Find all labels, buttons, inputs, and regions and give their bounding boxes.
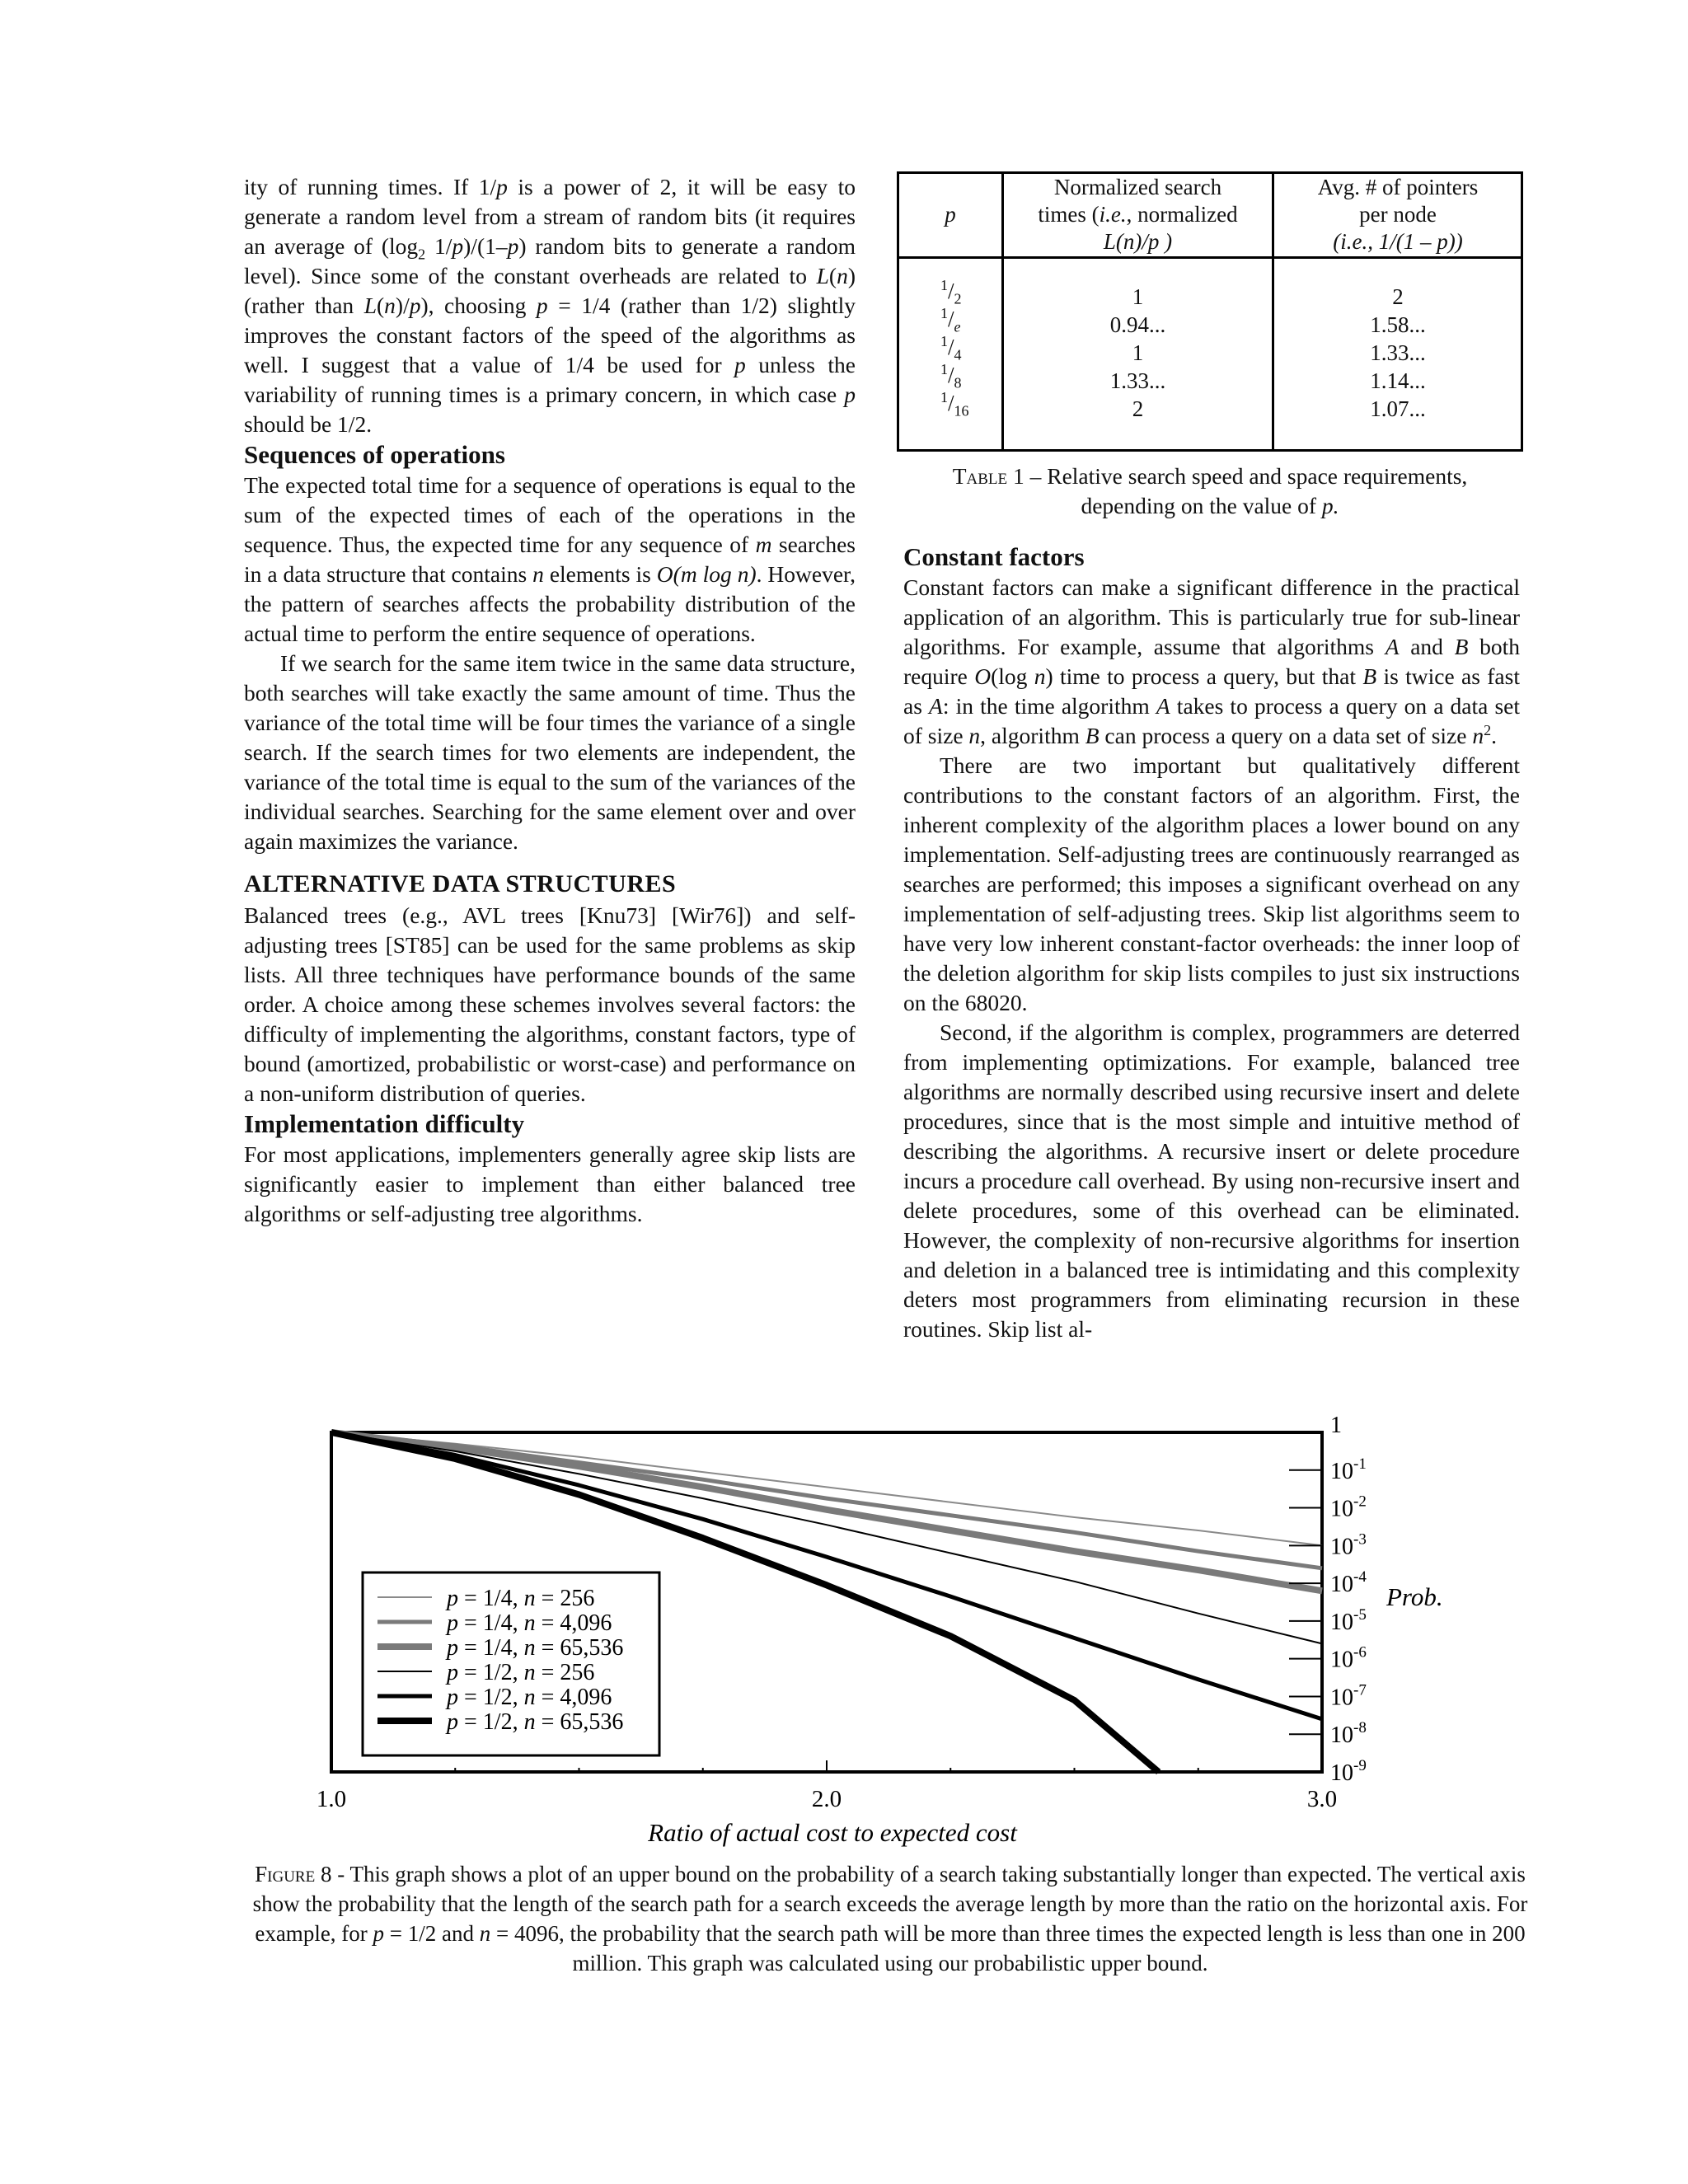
y-tick-label: 1 xyxy=(1330,1413,1342,1438)
table-header-pointers: Avg. # of pointers per node (i.e., 1/(1 – p)) xyxy=(1317,175,1479,254)
table-cell-search: 1 xyxy=(1132,284,1144,309)
table-header-p: p xyxy=(945,202,956,227)
y-tick-label: $10^{-8}$ xyxy=(1330,1719,1367,1749)
legend-label: p = 1/4, n = 256 xyxy=(447,1586,595,1611)
x-axis-label: Ratio of actual cost to expected cost xyxy=(648,1818,1017,1847)
figure-caption: Figure 8 - This graph shows a plot of an upper bound on the probability of a search taking substantially longer than expected. The vertical axis show the probability that the length of the search path for a search exceeds the average length by more than the ratio on the horizontal axis. For example, for p = 1/2 and n = 4096, the probability that the search path will be more than three times the expected length is less than one in 200 million. This graph was calculated using our probabilistic upper bound. xyxy=(252,1862,1528,1975)
table-cell-pointers: 1.33... xyxy=(1370,340,1426,365)
y-tick-label: $10^{-4}$ xyxy=(1330,1568,1367,1598)
x-tick-label: 1.0 xyxy=(316,1786,347,1812)
y-tick-label: $10^{-7}$ xyxy=(1330,1681,1367,1711)
y-tick-label: $10^{-1}$ xyxy=(1330,1455,1367,1484)
heading-sequences: Sequences of operations xyxy=(244,440,505,469)
x-tick-label: 3.0 xyxy=(1306,1786,1338,1812)
legend-label: p = 1/2, n = 4,096 xyxy=(447,1685,612,1710)
y-tick-label: $10^{-9}$ xyxy=(1330,1757,1367,1786)
y-tick-label: $10^{-5}$ xyxy=(1330,1605,1367,1635)
legend-label: p = 1/2, n = 256 xyxy=(447,1660,595,1685)
table-cell-p: $^1/_{16}$ xyxy=(940,389,969,419)
legend-label: p = 1/4, n = 4,096 xyxy=(447,1610,612,1636)
paragraph-constant-factors: Constant factors can make a significant difference in the practical application of an algorithm. This is particularly true for sub-linear algorithms. For example, assume that algorithms A and B both require O(log n) time to process a query, but that B is twice as fast as A: in the time algorithm A takes to process a query on a data set of size n, algorithm B can process a query on a data set of size $n^2$. xyxy=(903,574,1521,748)
paragraph-running-times: ity of running times. If 1/p is a power of 2, it will be easy to generate a random level from a stream of random bits (it requires an average of ($\log_2$ 1/p)/(1–p) random bits to generate a random level). Since some of the constant overheads are related to L(n) (rather than L(n)/p), choosing p = 1/4 (rather than 1/2) slightly improves the constant factors of the speed of the algorithms as well. I suggest that a value of 1/4 be used for p unless the variability of running times is a primary concern, in which case p should be 1/2. xyxy=(244,174,856,437)
legend-label: p = 1/4, n = 65,536 xyxy=(447,1635,624,1661)
table-header-search: Normalized search times (i.e., normalized L(n)/p ) xyxy=(1038,175,1238,254)
table-cell-pointers: 1.07... xyxy=(1370,396,1426,421)
paragraph-second: Second, if the algorithm is complex, programmers are deterred from implementing optimizations. For example, balanced tree algorithms are normally described using recursive insert and delete procedures, since that is the most simple and intuitive method of describing the algorithms. A recursive insert or delete procedure incurs a procedure call overhead. By using non-recursive insert and delete procedures, some of this overhead can be eliminated. However, the complexity of non-recursive algorithms for insertion and deletion in a balanced tree is intimidating and this complexity deters most programmers from eliminating recursion in these routines. Skip list al- xyxy=(903,1019,1520,1342)
table-cell-pointers: 1.14... xyxy=(1370,368,1426,393)
table-cell-search: 1 xyxy=(1132,340,1144,365)
y-tick-label: $10^{-6}$ xyxy=(1330,1643,1367,1673)
paragraph-variance: If we search for the same item twice in the same data structure, both searches will take exactly the same amount of time. Thus the variance of the total time will be four times the variance of a single search. If the search times for two elements are independent, the variance of the total time is equal to the sum of the variances of the individual searches. Searching for the same element over and over again maximizes the variance. xyxy=(244,650,856,854)
table-caption: Table 1 – Relative search speed and space requirements, depending on the value of p. xyxy=(952,463,1468,518)
table-cell-p: $^1/_4$ xyxy=(940,333,962,363)
table-cell-search: 2 xyxy=(1132,396,1144,421)
heading-constant-factors: Constant factors xyxy=(903,542,1085,571)
legend-label: p = 1/2, n = 65,536 xyxy=(447,1709,624,1735)
paragraph-alternative: Balanced trees (e.g., AVL trees [Knu73] [Wir76]) and self-adjusting trees [ST85] can be used for the same problems as skip lists. All three techniques have performance bounds of the same order. A choice among these schemes involves several factors: the difficulty of implementing the algorithms, constant factors, type of bound (amortized, probabilistic or worst-case) and performance on a non-uniform distribution of queries. xyxy=(244,902,856,1106)
table-cell-p: $^1/_8$ xyxy=(940,361,962,391)
x-tick-label: 2.0 xyxy=(811,1786,842,1812)
table-cell-pointers: 2 xyxy=(1392,284,1404,309)
table-cell-search: 1.33... xyxy=(1109,368,1166,393)
table-cell-search: 0.94... xyxy=(1109,312,1166,337)
paragraph-implementation: For most applications, implementers generally agree skip lists are significantly easier to implement than either balanced tree algorithms or self-adjusting tree algorithms. xyxy=(244,1141,856,1226)
table-cell-p: $^1/_2$ xyxy=(940,277,962,307)
paragraph-contributions: There are two important but qualitatively different contributions to the constant factors of an algorithm. First, the inherent complexity of the algorithm places a lower bound on any implementation. Self-adjusting trees are continuously rearranged as searches are performed; this imposes a significant overhead on any implementation of self-adjusting trees. Skip list algorithms seem to have very low inherent constant-factor overheads: the inner loop of the deletion algorithm for skip lists compiles to just six instructions on the 68020. xyxy=(903,752,1520,1015)
table-cell-p: $^1/_e$ xyxy=(940,305,961,335)
y-tick-label: $10^{-3}$ xyxy=(1330,1530,1367,1560)
y-tick-label: $10^{-2}$ xyxy=(1330,1493,1367,1522)
y-axis-label: Prob. xyxy=(1386,1582,1443,1611)
heading-implementation: Implementation difficulty xyxy=(244,1109,525,1138)
heading-alternative: ALTERNATIVE DATA STRUCTURES xyxy=(244,870,677,898)
paragraph-sequences: The expected total time for a sequence of operations is equal to the sum of the expected times of each of the operations in the sequence. Thus, the expected time for any sequence of m searches in a data structure that contains n elements is O(m log n). However, the pattern of searches affects the probability distribution of the actual time to perform the entire sequence of operations. xyxy=(244,472,856,646)
table-cell-pointers: 1.58... xyxy=(1370,312,1426,337)
